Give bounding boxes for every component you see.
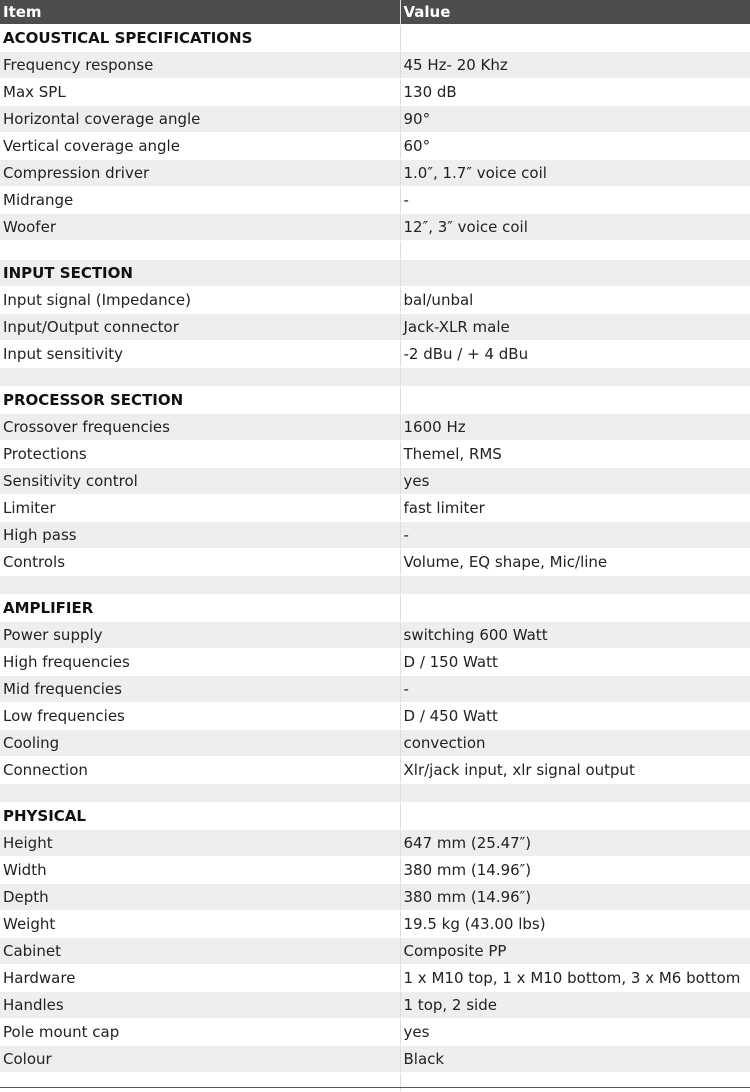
table-row [0, 522, 750, 549]
row-item: Input/Output connector [0, 314, 400, 341]
table-row [0, 703, 750, 730]
bottom-divider [0, 1087, 750, 1088]
row-item: Protections [0, 441, 400, 468]
row-value: 1600 Hz [400, 414, 750, 441]
table-row [0, 757, 750, 784]
row-value: 12″, 3″ voice coil [400, 214, 750, 241]
table-row [0, 414, 750, 441]
section-value-empty [400, 25, 750, 52]
spacer-cell [0, 784, 400, 803]
row-item: Height [0, 830, 400, 857]
table-row [0, 287, 750, 314]
row-value: 1.0″, 1.7″ voice coil [400, 160, 750, 187]
row-value: D / 450 Watt [400, 703, 750, 730]
table-row [0, 857, 750, 884]
table-row [0, 730, 750, 757]
spacer-cell [400, 368, 750, 387]
row-item: Woofer [0, 214, 400, 241]
spacer-row [0, 368, 750, 387]
row-item: Crossover frequencies [0, 414, 400, 441]
section-row [0, 387, 750, 414]
section-value-empty [400, 260, 750, 287]
row-item: Max SPL [0, 79, 400, 106]
row-item: Controls [0, 549, 400, 576]
table-row [0, 468, 750, 495]
table-row [0, 884, 750, 911]
row-item: Horizontal coverage angle [0, 106, 400, 133]
spacer-row [0, 784, 750, 803]
table-row [0, 965, 750, 992]
header-item: Item [0, 0, 400, 25]
row-item: Colour [0, 1046, 400, 1073]
row-item: Width [0, 857, 400, 884]
row-value: Volume, EQ shape, Mic/line [400, 549, 750, 576]
row-item: Handles [0, 992, 400, 1019]
row-item: Vertical coverage angle [0, 133, 400, 160]
row-item: Input signal (Impedance) [0, 287, 400, 314]
row-value: 130 dB [400, 79, 750, 106]
row-item: High pass [0, 522, 400, 549]
row-item: Sensitivity control [0, 468, 400, 495]
row-value: 380 mm (14.96″) [400, 884, 750, 911]
spacer-cell [400, 576, 750, 595]
section-row [0, 595, 750, 622]
table-row [0, 992, 750, 1019]
table-row [0, 441, 750, 468]
row-item: Hardware [0, 965, 400, 992]
table-row [0, 622, 750, 649]
table-row [0, 133, 750, 160]
table-row [0, 341, 750, 368]
row-value: 1 x M10 top, 1 x M10 bottom, 3 x M6 bottom [400, 965, 750, 992]
row-item: Compression driver [0, 160, 400, 187]
row-value: - [400, 522, 750, 549]
table-row [0, 1046, 750, 1073]
section-title: PROCESSOR SECTION [0, 387, 400, 414]
row-value: Black [400, 1046, 750, 1073]
row-value: 60° [400, 133, 750, 160]
table-row [0, 938, 750, 965]
row-value: switching 600 Watt [400, 622, 750, 649]
table-row [0, 830, 750, 857]
row-item: Depth [0, 884, 400, 911]
table-row [0, 495, 750, 522]
table-row [0, 106, 750, 133]
table-row [0, 314, 750, 341]
row-item: Mid frequencies [0, 676, 400, 703]
row-value: fast limiter [400, 495, 750, 522]
row-value: -2 dBu / + 4 dBu [400, 341, 750, 368]
row-item: Power supply [0, 622, 400, 649]
row-item: Cooling [0, 730, 400, 757]
section-title: INPUT SECTION [0, 260, 400, 287]
table-row [0, 187, 750, 214]
row-item: Cabinet [0, 938, 400, 965]
section-row [0, 803, 750, 830]
row-value: Composite PP [400, 938, 750, 965]
table-row [0, 52, 750, 79]
header-value: Value [400, 0, 750, 25]
row-value: yes [400, 468, 750, 495]
section-value-empty [400, 803, 750, 830]
row-value: yes [400, 1019, 750, 1046]
header-row [0, 0, 750, 25]
section-row [0, 25, 750, 52]
spacer-row [0, 241, 750, 260]
row-item: Input sensitivity [0, 341, 400, 368]
row-item: Low frequencies [0, 703, 400, 730]
row-value: 90° [400, 106, 750, 133]
table-body [0, 25, 750, 1092]
row-item: Limiter [0, 495, 400, 522]
row-value: - [400, 187, 750, 214]
table-row [0, 214, 750, 241]
spacer-row [0, 576, 750, 595]
section-title: ACOUSTICAL SPECIFICATIONS [0, 25, 400, 52]
table-row [0, 1019, 750, 1046]
row-value: Jack-XLR male [400, 314, 750, 341]
row-item: High frequencies [0, 649, 400, 676]
row-value: bal/unbal [400, 287, 750, 314]
table-row [0, 79, 750, 106]
table-row [0, 676, 750, 703]
row-value: 45 Hz- 20 Khz [400, 52, 750, 79]
spacer-cell [0, 241, 400, 260]
row-value: convection [400, 730, 750, 757]
row-value: 647 mm (25.47″) [400, 830, 750, 857]
row-item: Pole mount cap [0, 1019, 400, 1046]
table-row [0, 160, 750, 187]
section-title: AMPLIFIER [0, 595, 400, 622]
row-value: D / 150 Watt [400, 649, 750, 676]
row-value: Xlr/jack input, xlr signal output [400, 757, 750, 784]
section-title: PHYSICAL [0, 803, 400, 830]
table-header [0, 0, 750, 25]
table-row [0, 649, 750, 676]
spacer-cell [0, 576, 400, 595]
spacer-cell [0, 368, 400, 387]
section-row [0, 260, 750, 287]
row-item: Connection [0, 757, 400, 784]
section-value-empty [400, 595, 750, 622]
row-value: Themel, RMS [400, 441, 750, 468]
spacer-cell [400, 784, 750, 803]
row-value: 1 top, 2 side [400, 992, 750, 1019]
row-value: - [400, 676, 750, 703]
row-item: Frequency response [0, 52, 400, 79]
table-row [0, 549, 750, 576]
spacer-cell [400, 241, 750, 260]
row-value: 19.5 kg (43.00 lbs) [400, 911, 750, 938]
row-item: Midrange [0, 187, 400, 214]
table-row [0, 911, 750, 938]
row-item: Weight [0, 911, 400, 938]
section-value-empty [400, 387, 750, 414]
row-value: 380 mm (14.96″) [400, 857, 750, 884]
